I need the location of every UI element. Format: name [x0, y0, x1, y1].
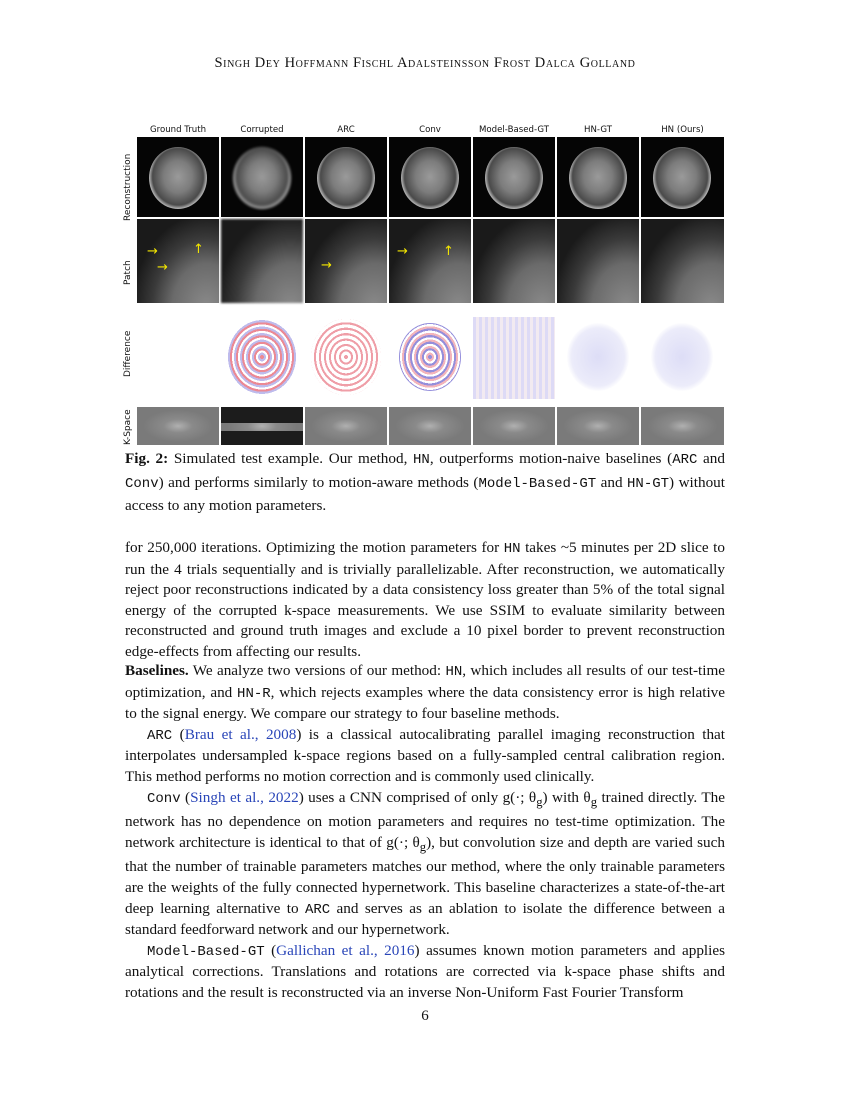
arrow-icon: ↑ — [193, 242, 204, 257]
patch-corrupted — [221, 219, 303, 303]
patch-hn-gt — [557, 219, 639, 303]
col-header-hn-gt: HN-GT — [584, 125, 612, 135]
paragraph-arc: ARC (Brau et al., 2008) is a classical autocalibrating parallel imaging reconstruction that interpolates undersampled k-space regions based on a fully-sampled central calibration region. This method performs no motion correction and is commonly used clinically. — [125, 725, 725, 785]
arrow-icon: → — [147, 244, 158, 259]
kspace-arc — [305, 407, 387, 445]
patch-arc — [305, 219, 387, 303]
difference-conv — [389, 317, 471, 399]
page-number: 6 — [421, 1008, 429, 1024]
figure-2 — [123, 125, 724, 445]
paragraph-training: for 250,000 iterations. Optimizing the motion parameters for HN takes ~5 minutes per 2D slice to run the 4 trials sequentially and is trivially parallelizable. After reconstruction, we automatically reject poor reconstructions indicated by a data consistency loss greater than 5% of the total signal energy of the corrupted k-space measurements. We use SSIM to evaluate similarity between reconstructed and ground truth images and exclude a 10 pixel border to prevent reconstruction edge-effects from affecting our results. — [125, 539, 725, 660]
running-header: Singh Dey Hoffmann Fischl Adalsteinsson Frost Dalca Golland — [214, 55, 636, 71]
difference-model-based-gt — [473, 317, 555, 399]
recon-hn-ours — [641, 137, 724, 217]
col-header-corrupted: Corrupted — [240, 125, 284, 135]
row-label-k-space: K-Space — [123, 409, 133, 445]
citation-gallichan[interactable]: Gallichan et al., 2016 — [276, 941, 415, 959]
patch-model-based-gt — [473, 219, 555, 303]
patch-hn-ours — [641, 219, 724, 303]
col-header-ground-truth: Ground Truth — [149, 125, 207, 135]
recon-ground-truth — [137, 137, 219, 217]
recon-arc — [305, 137, 387, 217]
difference-ground-truth — [137, 317, 219, 399]
difference-hn-gt — [557, 317, 639, 399]
recon-corrupted — [221, 137, 303, 217]
arrow-icon: → — [157, 260, 168, 275]
paragraph-conv: Conv (Singh et al., 2022) uses a CNN comprised of only g(·; $\theta_g$) with $\theta_g$ trained directly. The network has no dependence on motion parameters and requires no test-time optimization. The network architecture is identical to that of g(·; $\theta_g$), but convolution size and depth are varied such that the number of trainable parameters matches our method, where the only trainable parameters are the weights of the fully connected hypernetwork. This baseline characterizes a state-of-the-art deep learning alternative to ARC and serves as an ablation to isolate the difference between a standard feedforward network and our hypernetwork. — [125, 788, 725, 939]
paragraph-baselines: Baselines. We analyze two versions of our method: HN, which includes all results of our test-time optimization, and HN-R, which rejects examples where the data consistency error is high relative to the signal energy. We compare our strategy to four baseline methods. — [125, 662, 725, 723]
col-header-model-based-gt: Model-Based-GT — [479, 125, 549, 135]
paragraph-model-based: Model-Based-GT (Gallichan et al., 2016) assumes known motion parameters and applies analytical corrections. Translations and rotations are corrected via k-space phase shifts and rotations and the result is reconstructed via an inverse Non-Uniform Fast Fourier Transform — [125, 941, 726, 1001]
recon-conv — [389, 137, 471, 217]
kspace-hn-gt — [557, 407, 639, 445]
col-header-conv: Conv — [419, 125, 441, 135]
arrow-icon: → — [321, 258, 332, 273]
patch-conv — [389, 219, 471, 303]
caption-label: Fig. 2: — [125, 450, 169, 467]
kspace-corrupted — [221, 407, 303, 445]
section-baselines — [125, 661, 725, 1004]
citation-brau[interactable]: Brau et al., 2008 — [184, 725, 297, 743]
arrow-icon: ↑ — [443, 244, 454, 259]
difference-hn-ours — [641, 317, 724, 399]
difference-arc — [305, 317, 387, 399]
difference-corrupted — [221, 317, 303, 399]
kspace-ground-truth — [137, 407, 219, 445]
row-label-difference: Difference — [123, 330, 133, 377]
figure-caption: Fig. 2: Simulated test example. Our method, HN, outperforms motion-naive baselines (ARC and Conv) and performs similarly to motion-aware methods (Model-Based-GT and HN-GT) without access to any motion parameters. — [125, 450, 725, 514]
kspace-conv — [389, 407, 471, 445]
heading-baselines: Baselines. — [125, 662, 189, 679]
arrow-icon: → — [397, 244, 408, 259]
patch-ground-truth — [137, 219, 219, 303]
citation-singh[interactable]: Singh et al., 2022 — [190, 788, 299, 806]
row-label-reconstruction: Reconstruction — [123, 153, 133, 221]
col-header-hn-ours: HN (Ours) — [661, 125, 704, 135]
kspace-model-based-gt — [473, 407, 555, 445]
row-label-patch: Patch — [123, 260, 133, 285]
kspace-hn-ours — [641, 407, 724, 445]
recon-hn-gt — [557, 137, 639, 217]
col-header-arc: ARC — [337, 125, 355, 135]
recon-model-based-gt — [473, 137, 555, 217]
